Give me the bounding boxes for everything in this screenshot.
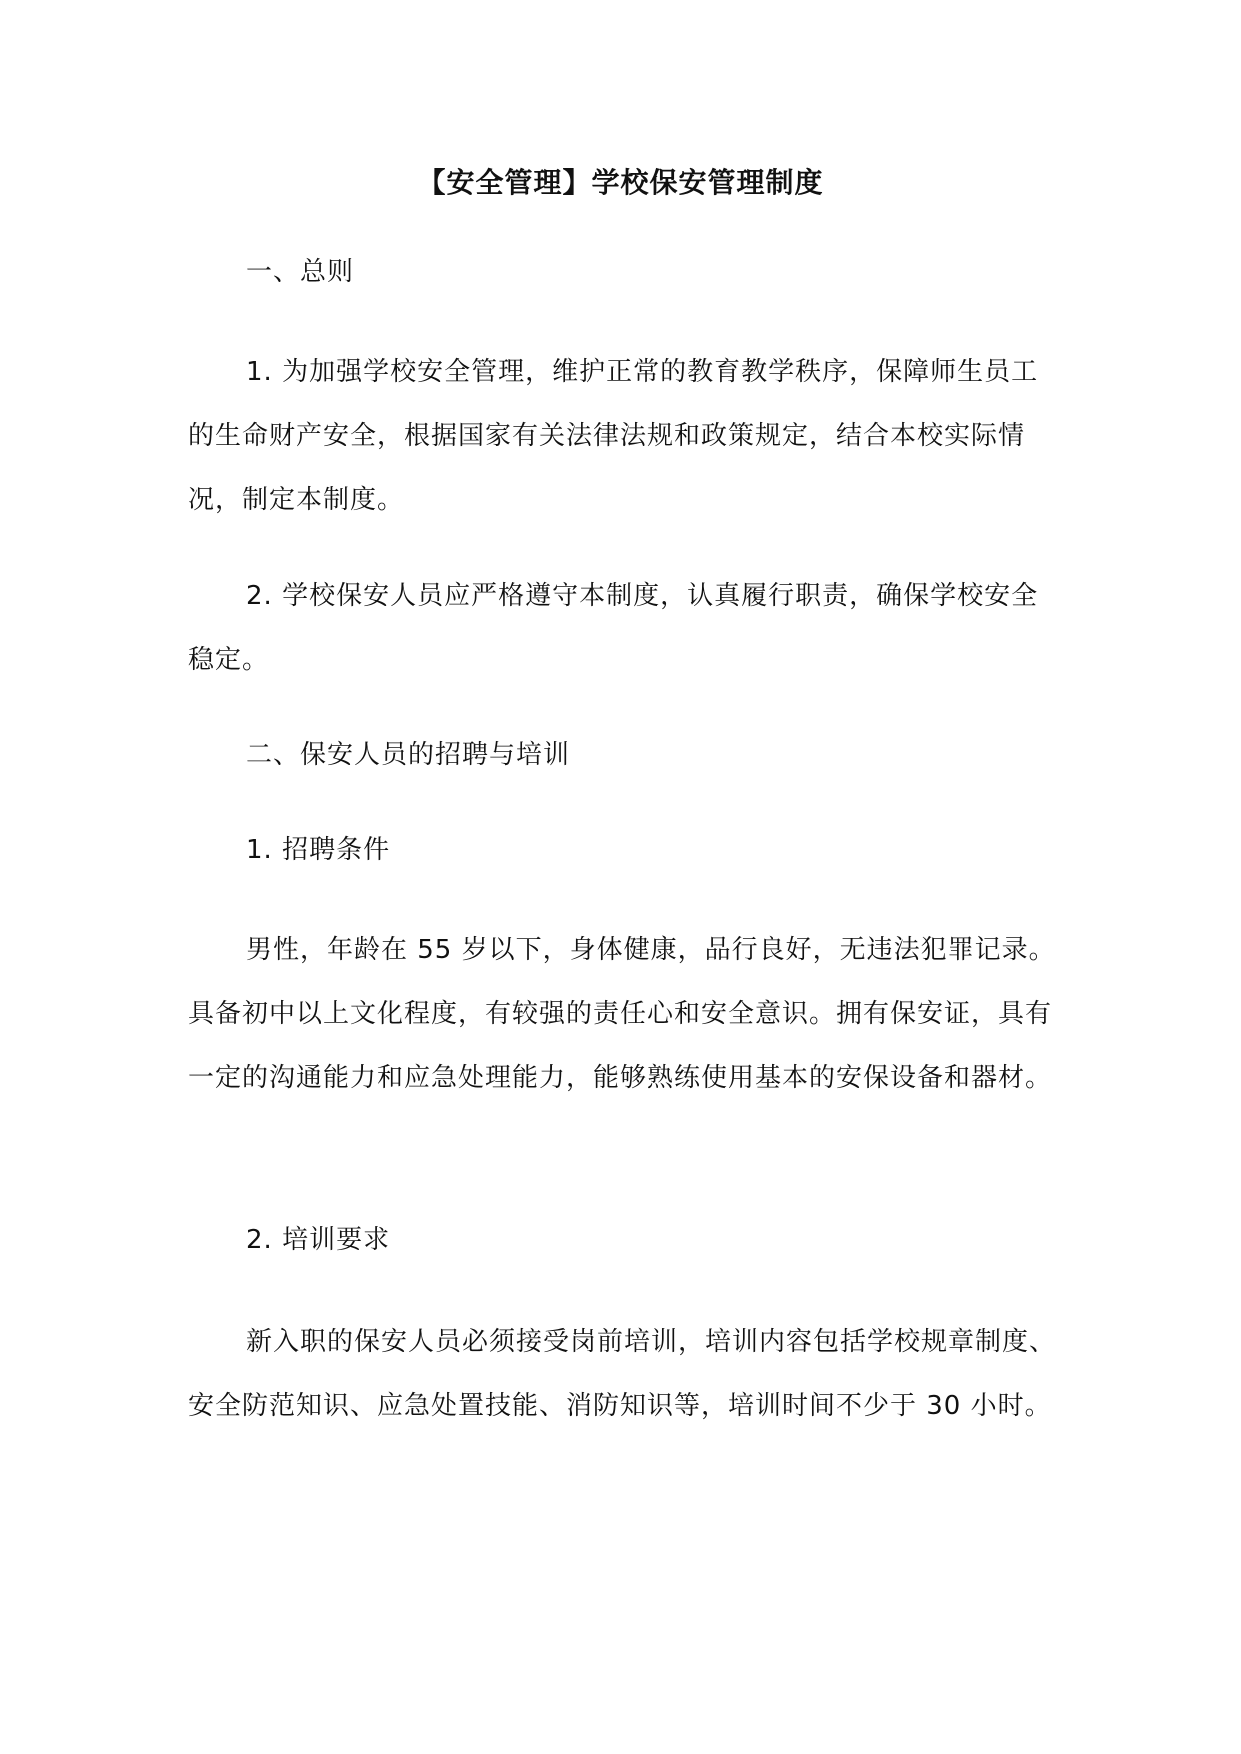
subheading-recruitment-conditions: 1. 招聘条件 <box>246 835 391 865</box>
paragraph-recruitment-conditions: 男性，年龄在 55 岁以下，身体健康，品行良好，无违法犯罪记录。具备初中以上文化程度，有较强的责任心和安全意识。拥有保安证，具有一定的沟通能力和应急处理能力，能够熟练使用基本的安保设备和器材。 <box>188 935 1056 1093</box>
section-heading-recruitment: 二、保安人员的招聘与培训 <box>246 740 571 770</box>
section-heading-general: 一、总则 <box>246 257 355 287</box>
document-title: 【安全管理】学校保安管理制度 <box>417 166 824 199</box>
paragraph-training-requirements: 新入职的保安人员必须接受岗前培训，培训内容包括学校规章制度、安全防范知识、应急处置技能、消防知识等，培训时间不少于 30 小时。 <box>188 1327 1057 1421</box>
paragraph-general-2: 2. 学校保安人员应严格遵守本制度，认真履行职责，确保学校安全稳定。 <box>188 581 1039 675</box>
subheading-training-requirements: 2. 培训要求 <box>246 1225 391 1255</box>
paragraph-general-1: 1. 为加强学校安全管理，维护正常的教育教学秩序，保障师生员工的生命财产安全，根据国家有关法律法规和政策规定，结合本校实际情况，制定本制度。 <box>188 357 1039 515</box>
